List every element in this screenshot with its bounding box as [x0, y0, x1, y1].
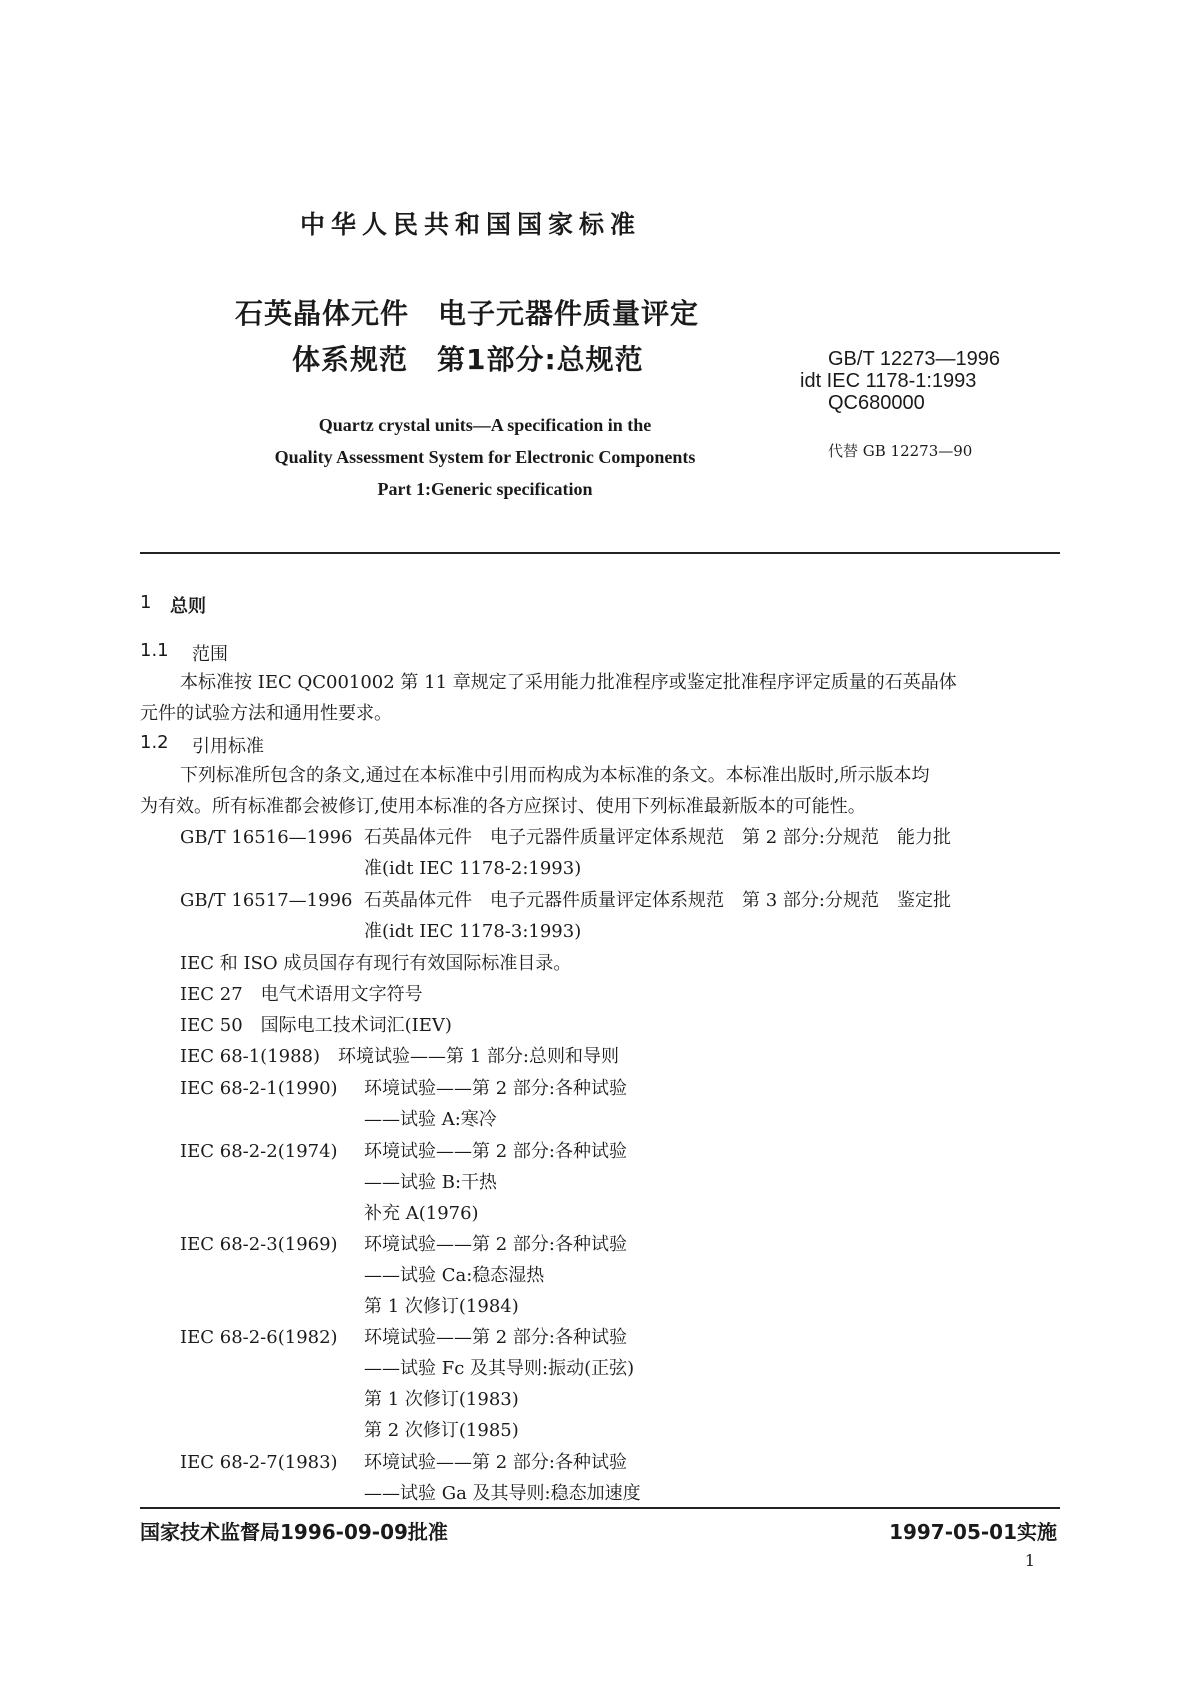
ref-gb16516-line2: 准(idt IEC 1178-2:1993): [364, 858, 582, 879]
idt-reference: idt IEC 1178-1:1993: [800, 370, 977, 392]
refs-para-line2: 为有效。所有标准都会被修订,使用本标准的各方应探讨、使用下列标准最新版本的可能性。: [140, 796, 866, 817]
ref-iec68-2-7-line1: 环境试验——第 2 部分:各种试验: [364, 1452, 627, 1473]
page-number: 1: [1024, 1551, 1035, 1570]
en-title-line2: Quality Assessment System for Electronic Components: [274, 447, 696, 467]
footer-divider: [140, 1507, 1060, 1509]
ref-gb16517-code: GB/T 16517—1996: [180, 890, 353, 911]
ref-iec68-2-1-line1: 环境试验——第 2 部分:各种试验: [364, 1078, 627, 1099]
ref-iec68-2-6-line3: 第 1 次修订(1983): [364, 1389, 519, 1410]
ref-iec27: IEC 27 电气术语用文字符号: [180, 984, 423, 1005]
ref-iec68-2-6-line1: 环境试验——第 2 部分:各种试验: [364, 1327, 627, 1348]
ref-iec68-2-2-code: IEC 68-2-2(1974): [180, 1141, 338, 1162]
cn-title-line1: 石英晶体元件 电子元器件质量评定: [235, 297, 700, 330]
ref-iec68-2-7-code: IEC 68-2-7(1983): [180, 1452, 338, 1473]
ref-iec-iso: IEC 和 ISO 成员国存有现行有效国际标准目录。: [180, 953, 572, 974]
section-1-number: 1: [140, 592, 152, 613]
ref-iec68-2-2-line1: 环境试验——第 2 部分:各种试验: [364, 1141, 627, 1162]
ref-iec68-2-3-line2: ——试验 Ca:稳态湿热: [364, 1265, 545, 1286]
section-1-2-title: 引用标准: [192, 736, 264, 757]
standard-code: GB/T 12273—1996: [828, 348, 1000, 370]
ref-iec68-2-2-line2: ——试验 B:干热: [364, 1172, 498, 1193]
ref-iec68-2-6-code: IEC 68-2-6(1982): [180, 1327, 338, 1348]
national-standard-title: 中华人民共和国国家标准: [300, 210, 642, 239]
ref-gb16517-line1: 石英晶体元件 电子元器件质量评定体系规范 第 3 部分:分规范 鉴定批: [364, 890, 951, 911]
section-1-1-title: 范围: [192, 644, 228, 665]
ref-iec68-2-3-line1: 环境试验——第 2 部分:各种试验: [364, 1234, 627, 1255]
ref-iec68-2-6-line4: 第 2 次修订(1985): [364, 1420, 519, 1441]
en-title-line1: Quartz crystal units—A specification in the: [318, 415, 652, 435]
header-divider: [140, 552, 1060, 554]
replaces-standard: 代替 GB 12273—90: [828, 442, 973, 460]
ref-iec68-2-3-code: IEC 68-2-3(1969): [180, 1234, 338, 1255]
scope-para-line1: 本标准按 IEC QC001002 第 11 章规定了采用能力批准程序或鉴定批准程序评定质量的石英晶体: [180, 672, 957, 693]
cn-title-line2: 体系规范 第1部分:总规范: [292, 343, 644, 376]
approval-date: 国家技术监督局1996-09-09批准: [140, 1520, 448, 1544]
ref-iec68-2-1-code: IEC 68-2-1(1990): [180, 1078, 338, 1099]
section-1-1-number: 1.1: [140, 640, 169, 661]
section-1-title: 总则: [170, 596, 206, 617]
ref-gb16517-line2: 准(idt IEC 1178-3:1993): [364, 921, 582, 942]
ref-iec68-2-6-line2: ——试验 Fc 及其导则:振动(正弦): [364, 1358, 635, 1379]
section-1-2-number: 1.2: [140, 732, 169, 753]
ref-iec68-2-7-line2: ——试验 Ga 及其导则:稳态加速度: [364, 1483, 641, 1504]
effective-date: 1997-05-01实施: [889, 1520, 1057, 1544]
ref-gb16516-code: GB/T 16516—1996: [180, 827, 353, 848]
qc-code: QC680000: [828, 392, 925, 414]
ref-iec68-1: IEC 68-1(1988) 环境试验——第 1 部分:总则和导则: [180, 1046, 619, 1067]
ref-iec68-2-2-line3: 补充 A(1976): [364, 1203, 479, 1224]
en-title-line3: Part 1:Generic specification: [377, 479, 593, 499]
ref-iec68-2-3-line3: 第 1 次修订(1984): [364, 1296, 519, 1317]
refs-para-line1: 下列标准所包含的条文,通过在本标准中引用而构成为本标准的条文。本标准出版时,所示版本均: [180, 765, 930, 786]
scope-para-line2: 元件的试验方法和通用性要求。: [140, 703, 392, 724]
ref-iec50: IEC 50 国际电工技术词汇(IEV): [180, 1015, 452, 1036]
ref-gb16516-line1: 石英晶体元件 电子元器件质量评定体系规范 第 2 部分:分规范 能力批: [364, 827, 951, 848]
ref-iec68-2-1-line2: ——试验 A:寒冷: [364, 1109, 497, 1130]
